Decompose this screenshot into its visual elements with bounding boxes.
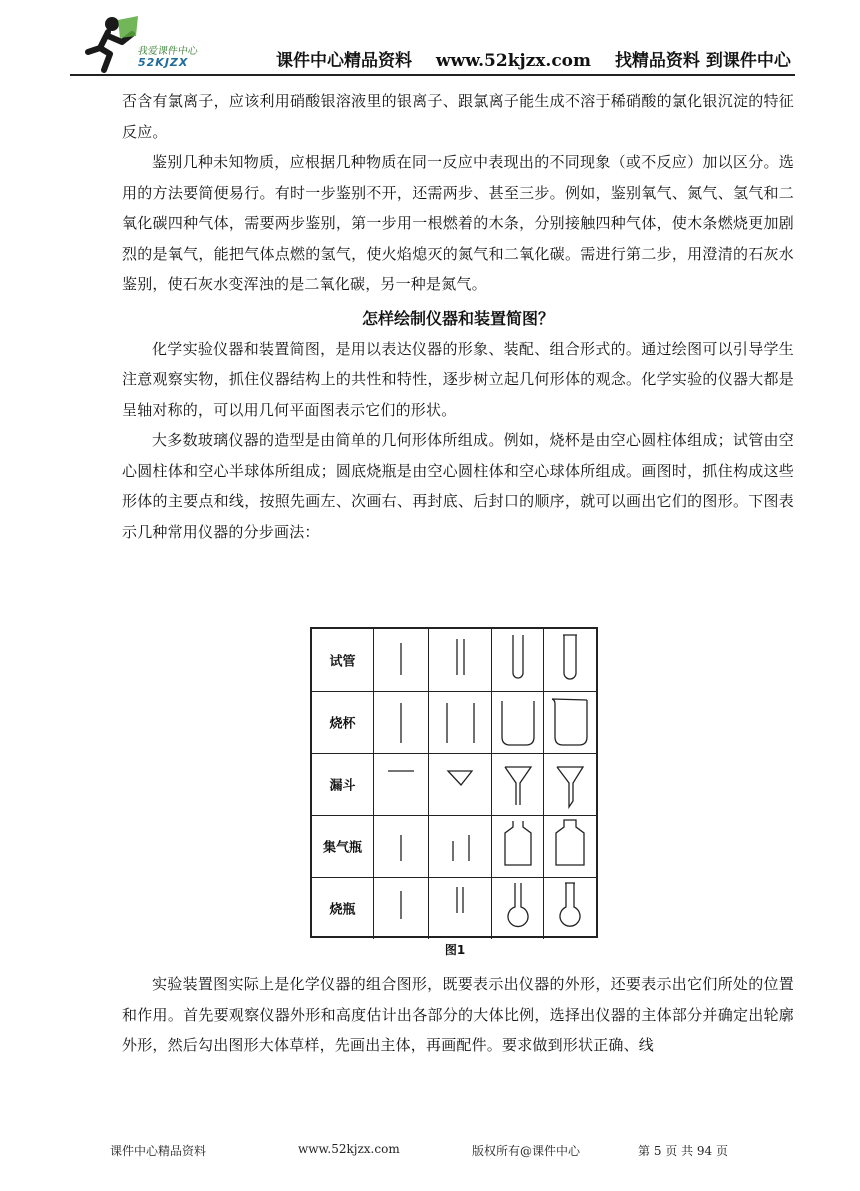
footer-copyright: 版权所有@课件中心 (472, 1144, 581, 1158)
step-cell (492, 629, 544, 691)
step-cell (429, 629, 492, 691)
step-cell (492, 815, 544, 877)
document-body (122, 86, 794, 547)
step-cell (492, 877, 544, 939)
step-cell (492, 691, 544, 753)
page-footer (0, 1142, 860, 1162)
step-cell (544, 691, 596, 753)
test-tube-step1-icon (374, 629, 429, 691)
row-label-cell (312, 753, 374, 815)
test-tube-step2-icon (429, 629, 492, 691)
figure-row-flask (312, 877, 596, 939)
drawing-steps-table (310, 627, 598, 938)
step-cell (429, 753, 492, 815)
slogan-tagline: 找精品资料 到课件中心 (614, 51, 791, 71)
footer-url[interactable]: www.52kjzx.com (298, 1142, 400, 1156)
figure-row-funnel (312, 753, 596, 816)
site-logo[interactable] (82, 14, 212, 76)
step-cell (544, 877, 596, 939)
funnel-step4-icon (544, 753, 596, 815)
flask-step3-icon (492, 877, 544, 936)
footer-page-number: 第 5 页 共 94 页 (638, 1144, 728, 1158)
row-label-cell (312, 815, 374, 877)
figure-row-beaker (312, 691, 596, 754)
slogan-brand: 课件中心精品资料 (276, 51, 412, 71)
logo-text-en: 52KJZX (138, 56, 189, 69)
step-cell (544, 629, 596, 691)
row-label: 烧杯 (329, 716, 356, 732)
funnel-step3-icon (492, 753, 544, 815)
step-cell (429, 691, 492, 753)
test-tube-step3-icon (492, 629, 544, 691)
header-slogan (276, 46, 809, 71)
paragraph-apparatus-drawing: 实验装置图实际上是化学仪器的组合图形，既要表示出仪器的外形，还要表示出它们所处的位置和作用。首先要观察仪器外形和高度估计出各部分的大体比例，选择出仪器的主体部分并确定出轮廓外形，然后勾出图形大体草样，先画出主体，再画配件。要求做到形状正确、线 (122, 975, 794, 1054)
figure-caption: 图1 (444, 943, 466, 957)
paragraph-identification: 鉴别几种未知物质，应根据几种物质在同一反应中表现出的不同现象（或不反应）加以区分。选用的方法要简便易行。有时一步鉴别不开，还需两步、甚至三步。例如，鉴别氧气、氮气、氢气和二氧化碳四种气体，需要两步鉴别，第一步用一根燃着的木条，分别接触四种气体，使木条燃烧更加剧烈的是氧气，能把气体点燃的氢气，使火焰熄灭的氮气和二氧化碳。需进行第二步，用澄清的石灰水鉴别，使石灰水变浑浊的是二氧化碳，另一种是氮气。 (122, 153, 794, 293)
step-cell (492, 753, 544, 815)
row-label: 试管 (329, 654, 356, 670)
step-cell (374, 629, 429, 691)
beaker-step4-icon (544, 691, 596, 753)
row-label: 漏斗 (329, 778, 356, 794)
paragraph-glassware-shapes: 大多数玻璃仪器的造型是由简单的几何形体所组成。例如，烧杯是由空心圆柱体组成；试管由空心圆柱体和空心半球体所组成；圆底烧瓶是由空心圆柱体和空心球体所组成。画图时，抓住构成这些形体的主要点和线，按照先画左、次画右、再封底、后封口的顺序，就可以画出它们的图形。下图表示几种常用仪器的分步画法： (122, 431, 794, 541)
flask-step2-icon (429, 877, 492, 936)
funnel-step1-icon (374, 753, 429, 815)
gas-jar-step2-icon (429, 815, 492, 877)
step-cell (429, 877, 492, 939)
row-label: 烧瓶 (329, 902, 356, 918)
step-cell (374, 815, 429, 877)
beaker-step1-icon (374, 691, 429, 753)
logo-text-cn: 我爱课件中心 (136, 46, 199, 57)
gas-jar-step1-icon (374, 815, 429, 877)
figure-row-gas-jar (312, 815, 596, 878)
test-tube-step4-icon (544, 629, 596, 691)
step-cell (544, 753, 596, 815)
gas-jar-step4-icon (544, 815, 596, 877)
row-label-cell (312, 629, 374, 691)
row-label-cell (312, 691, 374, 753)
step-cell (429, 815, 492, 877)
step-cell (374, 877, 429, 939)
paragraph-diagram-intro: 化学实验仪器和装置简图，是用以表达仪器的形象、装配、组合形式的。通过绘图可以引导学生注意观察实物，抓住仪器结构上的共性和特性，逐步树立起几何形体的观念。化学实验的仪器大都是呈轴对称的，可以用几何平面图表示它们的形状。 (122, 339, 794, 419)
gas-jar-step3-icon (492, 815, 544, 877)
running-figure-icon (82, 14, 142, 74)
section-title: 怎样绘制仪器和装置简图？ (361, 308, 554, 328)
row-label-cell (312, 877, 374, 939)
footer-brand: 课件中心精品资料 (110, 1144, 207, 1158)
flask-step1-icon (374, 877, 429, 936)
beaker-step2-icon (429, 691, 492, 753)
slogan-url[interactable]: www.52kjzx.com (435, 51, 592, 71)
header-divider (70, 74, 795, 76)
step-cell (374, 691, 429, 753)
beaker-step3-icon (492, 691, 544, 753)
funnel-step2-icon (429, 753, 492, 815)
step-cell (374, 753, 429, 815)
row-label: 集气瓶 (322, 840, 362, 856)
page-header (0, 0, 860, 80)
flask-step4-icon (544, 877, 596, 936)
paragraph-continued: 否含有氯离子，应该利用硝酸银溶液里的银离子、跟氯离子能生成不溶于稀硝酸的氯化银沉淀的特征反应。 (122, 92, 794, 141)
step-cell (544, 815, 596, 877)
document-body-continued (122, 969, 794, 1061)
figure-row-test-tube (312, 629, 596, 692)
instrument-drawing-figure (310, 627, 600, 960)
